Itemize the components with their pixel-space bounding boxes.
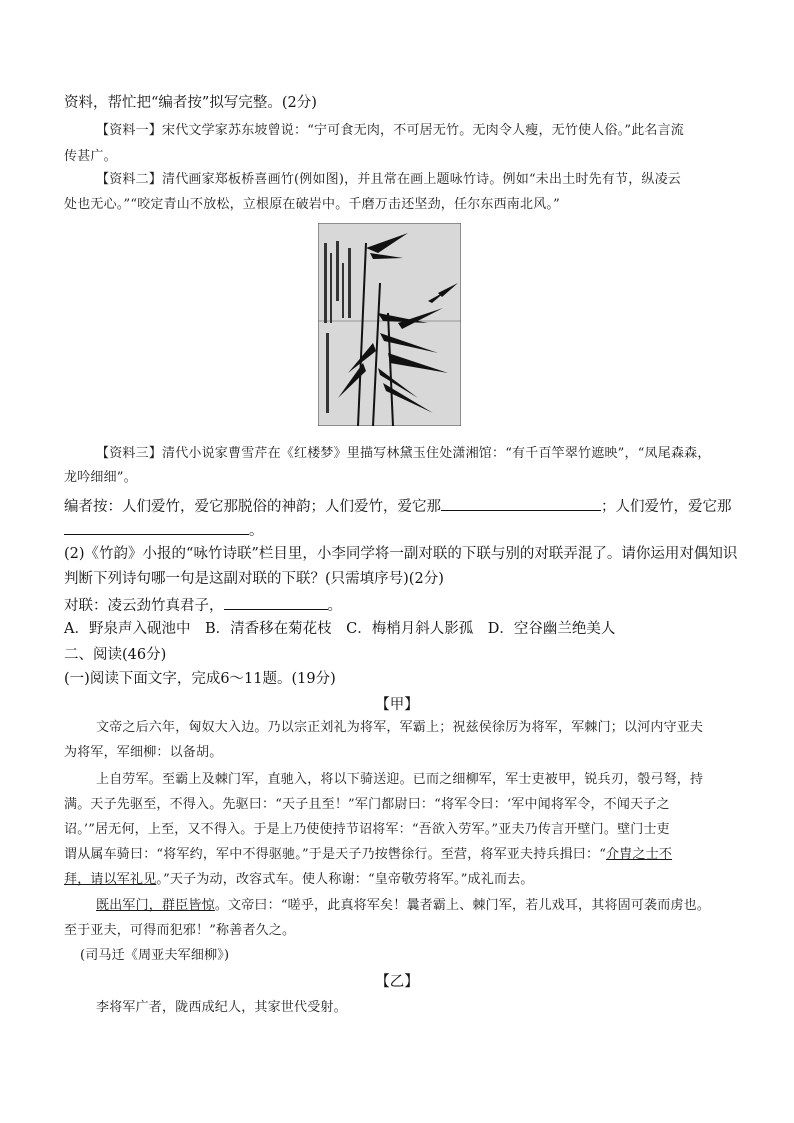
passage-line: 上自劳军。至霸上及棘门军，直驰入，将以下骑送迎。已而之细柳军，军士吏被甲，锐兵刃，彀弓弩，持 — [96, 772, 704, 787]
answer-blank-1[interactable] — [441, 495, 601, 511]
question-2-cont: 判断下列诗句哪一句是这副对联的下联？(只需填序号)(2分) — [64, 571, 444, 587]
bamboo-painting-image — [318, 223, 461, 426]
passage-text: 。”天子为动，改容式车。使人称谢：“皇帝敬劳将军。”成礼而去。 — [156, 872, 534, 887]
couplet-options: A．野泉声入砚池中 B．清香移在菊花枝 C．梅梢月斜人影孤 D．空谷幽兰绝美人 — [64, 621, 616, 637]
editor-note — [64, 495, 734, 517]
material-two-cont: 处也无心。”“咬定青山不放松，立根原在破岩中。千磨万击还坚劲，任尔东西南北风。” — [64, 197, 560, 212]
material-one-cont: 传甚广。 — [64, 149, 117, 164]
material-three-cont: 龙吟细细”。 — [64, 470, 137, 485]
underlined-sentence: 拜，请以军礼见 — [64, 872, 157, 887]
editor-note-text-2: ；人们爱竹，爱它那 — [601, 499, 732, 515]
couplet-blank[interactable] — [224, 594, 328, 610]
subsection-heading: (一)阅读下面文字，完成6～11题。(19分) — [64, 671, 336, 687]
couplet-end: 。 — [327, 598, 342, 614]
passage-line — [64, 870, 734, 890]
passage-line — [96, 896, 736, 916]
question-2: (2)《竹韵》小报的“咏竹诗联”栏目里，小李同学将一副对联的下联与别的对联弄混了。请你运用对偶知识 — [64, 546, 738, 562]
couplet-line — [64, 594, 734, 616]
couplet-text: 对联：凌云劲竹真君子， — [64, 598, 224, 614]
material-three: 【资料三】清代小说家曹雪芹在《红楼梦》里描写林黛玉住处潇湘馆：“有千百竿翠竹遮映”，“凤尾森森， — [96, 446, 711, 461]
editor-note-cont — [64, 519, 734, 541]
underlined-sentence: 介胄之士不 — [606, 847, 673, 862]
answer-blank-2[interactable] — [64, 519, 249, 535]
passage-jia-title: 【甲】 — [375, 697, 419, 713]
passage-line: 文帝之后六年，匈奴大入边。乃以宗正刘礼为将军，军霸上；祝兹侯徐厉为将军，军棘门；以河内守亚夫 — [96, 720, 704, 735]
section-heading: 二、阅读(46分) — [64, 647, 167, 663]
passage-line: 为将军，军细柳：以备胡。 — [64, 745, 223, 760]
passage-text: 谓从属车骑曰：“将军约，军中不得驱驰。”于是天子乃按辔徐行。至营，将军亚夫持兵揖曰：“ — [64, 847, 607, 862]
passage-line: 李将军广者，陇西成纪人，其家世代受射。 — [96, 1000, 347, 1015]
passage-line — [64, 845, 734, 865]
passage-line: 满。天子先驱至，不得入。先驱曰：“天子且至！”军门都尉曰：“将军令曰：‘军中闻将军令，不闻天子之 — [64, 797, 670, 812]
passage-line: 诏。’”居无何，上至，又不得入。于是上乃使使持节诏将军：“吾欲入劳军。”亚夫乃传言开壁门。壁门士吏 — [64, 822, 670, 837]
material-one: 【资料一】宋代文学家苏东坡曾说：“宁可食无肉，不可居无竹。无肉令人瘦，无竹使人俗。”此名言流 — [96, 123, 684, 138]
material-two: 【资料二】清代画家郑板桥喜画竹(例如图)，并且常在画上题咏竹诗。例如“未出土时先有节，纵凌云 — [96, 172, 681, 187]
passage-yi-title: 【乙】 — [375, 974, 419, 990]
question-intro: 资料，帮忙把“编者按”拟写完整。(2分) — [64, 95, 317, 111]
editor-note-text-1: 编者按：人们爱竹，爱它那脱俗的神韵；人们爱竹，爱它那 — [64, 499, 441, 515]
underlined-sentence: 既出军门，群臣皆惊 — [96, 898, 215, 913]
passage-source: (司马迁《周亚夫军细柳》) — [80, 948, 230, 963]
passage-line: 至于亚夫，可得而犯邪！”称善者久之。 — [64, 923, 296, 938]
passage-text: 。文帝曰：“嗟乎，此真将军矣！曩者霸上、棘门军，若儿戏耳，其将固可袭而虏也。 — [214, 898, 711, 913]
editor-note-end: 。 — [249, 523, 264, 539]
